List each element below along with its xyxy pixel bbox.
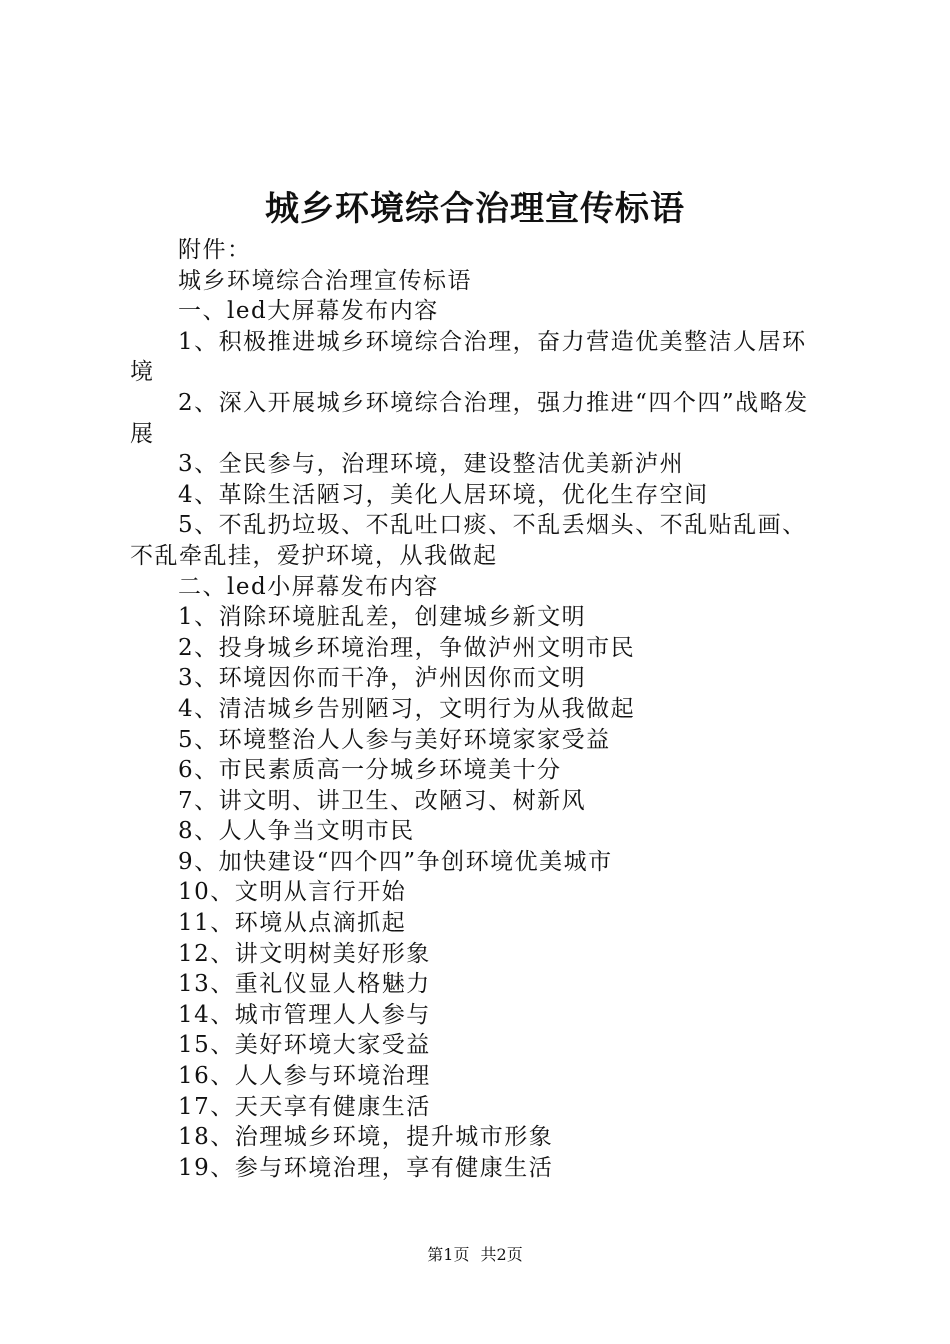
page-total: 共2页	[480, 1245, 523, 1264]
paragraph: 2、投身城乡环境治理，争做泸州文明市民	[178, 634, 636, 661]
paragraph: 14、城市管理人人参与	[178, 1001, 431, 1028]
paragraph: 10、文明从言行开始	[178, 879, 407, 906]
paragraph: 3、环境因你而干净，泸州因你而文明	[178, 665, 587, 692]
paragraph: 17、天天享有健康生活	[178, 1093, 431, 1120]
paragraph: 18、治理城乡环境，提升城市形象	[178, 1124, 554, 1151]
paragraph: 8、人人争当文明市民	[178, 818, 415, 845]
document-title: 城乡环境综合治理宣传标语	[265, 189, 685, 229]
paragraph: 19、参与环境治理，享有健康生活	[178, 1154, 554, 1181]
paragraph: 6、市民素质高一分城乡环境美十分	[178, 757, 562, 784]
paragraph: 15、美好环境大家受益	[178, 1032, 431, 1059]
page-footer	[0, 1243, 950, 1267]
paragraph: 1、消除环境脏乱差，创建城乡新文明	[178, 604, 587, 631]
paragraph: 1、积极推进城乡环境综合治理，奋力营造优美整洁人居环境	[130, 328, 807, 386]
paragraph: 3、全民参与，治理环境，建设整洁优美新泸州	[178, 451, 685, 478]
paragraph: 二、led小屏幕发布内容	[178, 573, 439, 600]
paragraph: 9、加快建设“四个四”争创环境优美城市	[178, 848, 613, 875]
paragraph: 一、led大屏幕发布内容	[178, 298, 439, 325]
paragraph: 4、清洁城乡告别陋习，文明行为从我做起	[178, 695, 636, 722]
paragraph: 16、人人参与环境治理	[178, 1063, 431, 1090]
paragraph: 11、环境从点滴抓起	[178, 910, 407, 937]
paragraph: 4、革除生活陋习，美化人居环境，优化生存空间	[178, 481, 709, 508]
paragraph: 13、重礼仪显人格魅力	[178, 971, 431, 998]
paragraph: 附件：	[178, 237, 252, 263]
paragraph: 5、不乱扔垃圾、不乱吐口痰、不乱丢烟头、不乱贴乱画、不乱牵乱挂，爱护环境，从我做起	[130, 512, 807, 569]
document-body	[130, 235, 830, 1183]
paragraph: 7、讲文明、讲卫生、改陋习、树新风	[178, 787, 587, 814]
page-number: 第1页	[427, 1245, 470, 1264]
paragraph: 2、深入开展城乡环境综合治理，强力推进“四个四”战略发展	[130, 389, 809, 447]
paragraph: 城乡环境综合治理宣传标语	[178, 267, 472, 294]
paragraph: 12、讲文明树美好形象	[178, 940, 431, 967]
paragraph: 5、环境整治人人参与美好环境家家受益	[178, 726, 611, 753]
